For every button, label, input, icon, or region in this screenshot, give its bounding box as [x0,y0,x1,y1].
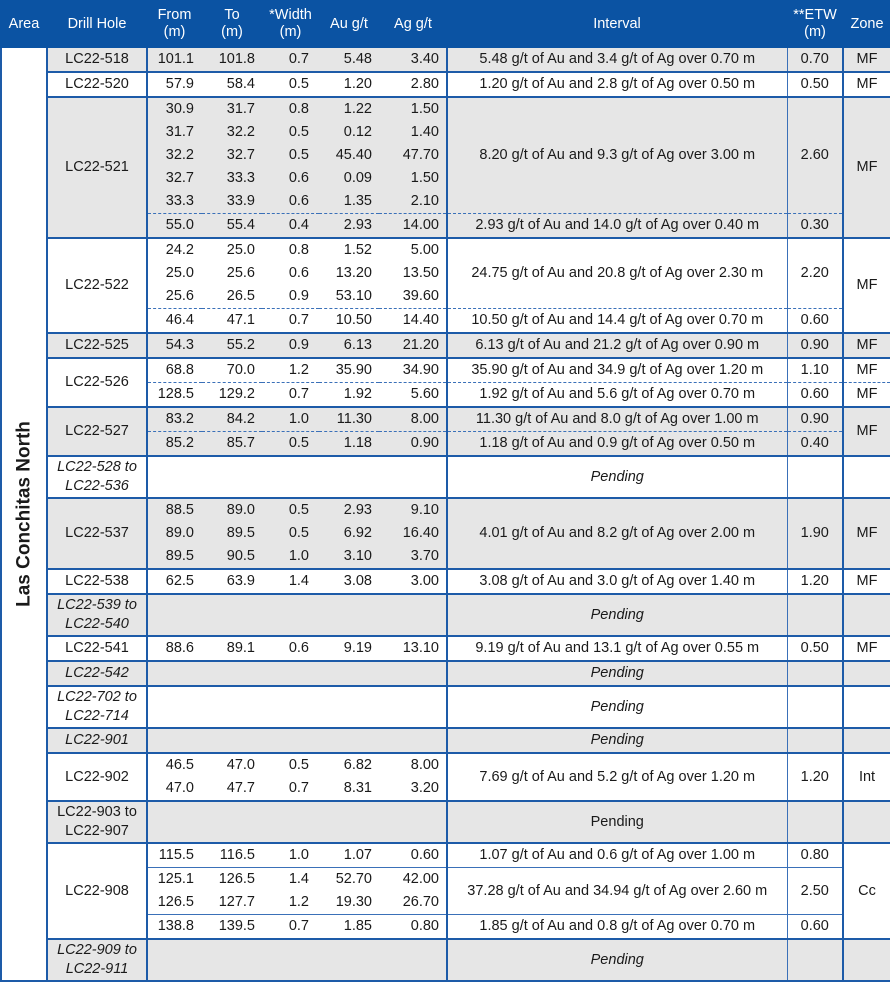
to-value: 90.5 [202,545,262,569]
table-row [1,636,890,661]
to-value: 129.2 [202,383,262,408]
etw-cell: 0.60 [787,383,843,408]
to-value: 139.5 [202,915,262,940]
width-value: 0.5 [262,144,319,167]
au-value: 6.13 [319,333,379,358]
ag-value: 3.40 [379,47,447,72]
ag-value: 9.10 [379,498,447,522]
from-value: 68.8 [147,358,202,383]
table-row [1,333,890,358]
zone-cell [843,939,890,981]
width-value: 0.6 [262,190,319,214]
drill-hole-cell: LC22-901 [47,728,147,753]
to-value: 25.0 [202,238,262,262]
interval-cell: 7.69 g/t of Au and 5.2 g/t of Ag over 1.20 m [447,753,787,801]
au-value: 52.70 [319,868,379,892]
zone-cell [843,661,890,686]
interval-cell: 3.08 g/t of Au and 3.0 g/t of Ag over 1.40 m [447,569,787,594]
from-value: 83.2 [147,407,202,432]
from-value: 32.7 [147,167,202,190]
header-etw-line1: **ETW [793,7,837,23]
from-value: 88.6 [147,636,202,661]
drill-hole-cell: LC22-537 [47,498,147,569]
ag-value: 2.80 [379,72,447,97]
to-value: 32.7 [202,144,262,167]
etw-cell: 0.60 [787,309,843,334]
au-value: 6.82 [319,753,379,777]
etw-cell: 0.90 [787,407,843,432]
au-value: 1.85 [319,915,379,940]
ag-value: 8.00 [379,407,447,432]
to-value: 58.4 [202,72,262,97]
header-width-unit: (m) [279,24,302,40]
etw-cell: 1.10 [787,358,843,383]
from-value: 46.4 [147,309,202,334]
width-value: 1.0 [262,407,319,432]
width-value: 1.0 [262,545,319,569]
zone-cell: MF [843,636,890,661]
width-value: 1.4 [262,569,319,594]
ag-value: 42.00 [379,868,447,892]
interval-cell: 1.92 g/t of Au and 5.6 g/t of Ag over 0.70 m [447,383,787,408]
from-value: 89.5 [147,545,202,569]
etw-cell: 0.70 [787,47,843,72]
interval-cell: 24.75 g/t of Au and 20.8 g/t of Ag over 2.30 m [447,238,787,309]
drill-hole-cell: LC22-522 [47,238,147,333]
sample-values-empty [147,661,447,686]
ag-value: 5.00 [379,238,447,262]
header-zone: Zone [843,1,890,47]
zone-cell: MF [843,72,890,97]
header-to [202,1,262,47]
header-width-line1: *Width [269,7,312,23]
from-value: 31.7 [147,121,202,144]
ag-value: 0.60 [379,843,447,868]
from-value: 24.2 [147,238,202,262]
etw-cell: 0.40 [787,432,843,457]
to-value: 55.4 [202,214,262,239]
au-value: 0.09 [319,167,379,190]
interval-cell: 1.18 g/t of Au and 0.9 g/t of Ag over 0.50 m [447,432,787,457]
to-value: 70.0 [202,358,262,383]
ag-value: 34.90 [379,358,447,383]
header-to-line1: To [224,7,240,23]
to-value: 33.3 [202,167,262,190]
to-value: 89.5 [202,522,262,545]
interval-cell: 9.19 g/t of Au and 13.1 g/t of Ag over 0.55 m [447,636,787,661]
au-value: 13.20 [335,265,372,281]
width-value: 0.5 [262,753,319,777]
from-value: 128.5 [147,383,202,408]
etw-cell: 0.80 [787,843,843,868]
drill-hole-cell: LC22-526 [47,358,147,407]
ag-value: 3.20 [410,780,439,796]
from-value: 33.3 [147,190,202,214]
etw-cell: 0.50 [787,636,843,661]
ag-value: 3.70 [379,545,447,569]
to-value: 33.9 [202,190,262,214]
header-width [262,1,319,47]
to-value: 31.7 [202,97,262,121]
drill-hole-cell [47,939,147,981]
width-value: 0.7 [262,915,319,940]
from-value: 101.1 [147,47,202,72]
etw-cell: 0.90 [787,333,843,358]
etw-cell: 1.20 [787,753,843,801]
to-value: 25.6 [226,265,255,281]
zone-cell [843,728,890,753]
width-value: 1.2 [262,358,319,383]
interval-cell: 37.28 g/t of Au and 34.94 g/t of Ag over 2.60 m [447,868,787,915]
ag-value: 3.00 [379,569,447,594]
etw-cell: 0.30 [787,214,843,239]
width-value: 0.8 [262,97,319,121]
drill-hole-range-end: LC22-540 [65,616,129,632]
from-value: 30.9 [147,97,202,121]
etw-cell: 2.20 [787,238,843,309]
ag-value: 13.50 [402,265,439,281]
etw-cell: 0.60 [787,915,843,940]
ag-value: 0.90 [379,432,447,457]
ag-value: 1.50 [379,97,447,121]
etw-cell [787,661,843,686]
from-value: 115.5 [147,843,202,868]
drill-hole-range-start: LC22-528 to [57,459,137,475]
width-value: 0.5 [262,121,319,144]
interval-cell: Pending [447,661,787,686]
interval-cell: 8.20 g/t of Au and 9.3 g/t of Ag over 3.00 m [447,97,787,214]
from-value: 32.2 [147,144,202,167]
ag-value: 0.80 [379,915,447,940]
from-value: 46.5 [147,753,202,777]
sample-values-empty [147,686,447,728]
width-value: 0.8 [262,238,319,262]
ag-value: 16.40 [379,522,447,545]
width-value: 1.2 [288,894,309,910]
header-drill-hole: Drill Hole [47,1,147,47]
from-value: 89.0 [147,522,202,545]
zone-cell: MF [843,97,890,238]
au-value: 1.07 [319,843,379,868]
drill-hole-range-end: LC22-907 [65,823,129,839]
to-value: 26.5 [226,288,255,304]
table-row [1,939,890,981]
au-value: 2.93 [319,498,379,522]
interval-cell: 5.48 g/t of Au and 3.4 g/t of Ag over 0.70 m [447,47,787,72]
drill-hole-cell: LC22-902 [47,753,147,801]
etw-cell [787,456,843,498]
zone-cell [843,594,890,636]
ag-value: 26.70 [402,894,439,910]
drill-hole-range-start: LC22-539 to [57,597,137,613]
sample-values-empty [147,594,447,636]
interval-cell: Pending [447,594,787,636]
zone-cell: MF [843,333,890,358]
width-value: 0.5 [262,498,319,522]
width-value: 0.6 [288,265,309,281]
header-etw-unit: (m) [804,24,826,40]
drill-hole-range-end: LC22-714 [65,708,129,724]
header-from [147,1,202,47]
ag-value: 39.60 [402,288,439,304]
table-row [1,753,890,777]
table-row [1,358,890,383]
width-value: 0.5 [262,72,319,97]
drill-hole-cell: LC22-527 [47,407,147,456]
width-value: 0.7 [262,47,319,72]
drill-hole-range-start: LC22-702 to [57,689,137,705]
to-value: 116.5 [202,843,262,868]
drill-hole-cell [47,801,147,843]
drill-hole-cell [47,456,147,498]
interval-cell: 6.13 g/t of Au and 21.2 g/t of Ag over 0.90 m [447,333,787,358]
drill-hole-cell: LC22-518 [47,47,147,72]
ag-value: 5.60 [379,383,447,408]
to-value: 127.7 [218,894,255,910]
to-value: 47.7 [226,780,255,796]
zone-cell: Cc [843,843,890,939]
from-value: 25.6 [165,288,194,304]
width-value: 0.9 [288,288,309,304]
ag-value: 14.40 [379,309,447,334]
drill-hole-cell: LC22-538 [47,569,147,594]
au-value: 10.50 [319,309,379,334]
width-value: 1.0 [262,843,319,868]
drill-hole-cell [47,594,147,636]
etw-cell: 0.50 [787,72,843,97]
etw-cell [787,801,843,843]
from-value: 47.0 [165,780,194,796]
drill-hole-range-end: LC22-536 [65,478,129,494]
au-value: 45.40 [319,144,379,167]
etw-cell: 1.90 [787,498,843,569]
table-row [1,686,890,728]
sample-values-empty [147,728,447,753]
au-value: 0.12 [319,121,379,144]
drill-hole-range-end: LC22-911 [65,961,129,977]
area-cell [1,47,47,981]
zone-cell [843,686,890,728]
header-row [1,1,890,47]
table-row [1,97,890,121]
ag-value: 13.10 [379,636,447,661]
to-value: 32.2 [202,121,262,144]
from-value: 125.1 [147,868,202,892]
drill-hole-cell [47,686,147,728]
zone-cell: MF [843,407,890,456]
au-value: 11.30 [319,407,379,432]
from-value: 54.3 [147,333,202,358]
au-value: 1.22 [319,97,379,121]
au-value: 9.19 [319,636,379,661]
width-value: 0.6 [262,167,319,190]
ag-value: 47.70 [379,144,447,167]
width-value: 0.7 [288,780,309,796]
etw-cell: 2.50 [787,868,843,915]
table-row [1,72,890,97]
etw-cell [787,686,843,728]
zone-cell [843,456,890,498]
interval-cell: Pending [447,939,787,981]
zone-cell: Int [843,753,890,801]
table-row [1,801,890,843]
sample-values-empty [147,456,447,498]
interval-cell: Pending [447,728,787,753]
area-label: Las Conchitas North [13,421,35,607]
interval-cell: 1.85 g/t of Au and 0.8 g/t of Ag over 0.70 m [447,915,787,940]
ag-value: 1.40 [379,121,447,144]
etw-cell: 2.60 [787,97,843,214]
au-value: 1.20 [319,72,379,97]
width-value: 0.4 [262,214,319,239]
au-value: 6.92 [319,522,379,545]
drill-hole-range-start: LC22-903 to [57,804,137,820]
width-value: 1.4 [262,868,319,892]
au-value: 1.18 [319,432,379,457]
to-value: 101.8 [202,47,262,72]
to-value: 47.1 [202,309,262,334]
drill-hole-cell: LC22-541 [47,636,147,661]
sample-values-empty [147,801,447,843]
interval-cell: 2.93 g/t of Au and 14.0 g/t of Ag over 0.40 m [447,214,787,239]
from-value: 138.8 [147,915,202,940]
interval-cell: 35.90 g/t of Au and 34.9 g/t of Ag over 1.20 m [447,358,787,383]
etw-cell [787,939,843,981]
interval-cell: 1.07 g/t of Au and 0.6 g/t of Ag over 1.00 m [447,843,787,868]
ag-value: 1.50 [379,167,447,190]
header-au: Au g/t [319,1,379,47]
drill-hole-cell: LC22-520 [47,72,147,97]
au-value: 1.52 [319,238,379,262]
drill-hole-cell: LC22-521 [47,97,147,238]
to-value: 85.7 [202,432,262,457]
interval-cell: 1.20 g/t of Au and 2.8 g/t of Ag over 0.50 m [447,72,787,97]
width-value: 0.6 [262,636,319,661]
ag-value: 2.10 [379,190,447,214]
drill-hole-cell: LC22-542 [47,661,147,686]
zone-cell: MF [843,498,890,569]
table-row [1,407,890,432]
interval-cell: Pending [447,456,787,498]
table-row [1,238,890,262]
etw-cell: 1.20 [787,569,843,594]
to-value: 63.9 [202,569,262,594]
to-value: 55.2 [202,333,262,358]
etw-cell [787,594,843,636]
zone-cell: MF [843,238,890,333]
interval-cell: 4.01 g/t of Au and 8.2 g/t of Ag over 2.00 m [447,498,787,569]
au-value: 35.90 [319,358,379,383]
drill-hole-range-start: LC22-909 to [57,942,137,958]
width-value: 0.7 [262,309,319,334]
from-value: 55.0 [147,214,202,239]
from-value: 85.2 [147,432,202,457]
width-value: 0.5 [262,522,319,545]
zone-cell: MF [843,47,890,72]
from-value: 57.9 [147,72,202,97]
drill-hole-cell: LC22-525 [47,333,147,358]
au-value: 5.48 [319,47,379,72]
table-row [1,661,890,686]
header-etw [787,1,843,47]
zone-cell [843,801,890,843]
to-value: 89.1 [202,636,262,661]
au-value: 1.92 [319,383,379,408]
to-value: 47.0 [202,753,262,777]
zone-cell: MF [843,569,890,594]
interval-cell: 11.30 g/t of Au and 8.0 g/t of Ag over 1.00 m [447,407,787,432]
drill-hole-cell: LC22-908 [47,843,147,939]
to-value: 84.2 [202,407,262,432]
etw-cell [787,728,843,753]
from-value: 126.5 [157,894,194,910]
table-row [1,594,890,636]
from-value: 88.5 [147,498,202,522]
header-from-unit: (m) [163,24,186,40]
width-value: 0.9 [262,333,319,358]
interval-cell: 10.50 g/t of Au and 14.4 g/t of Ag over 0.70 m [447,309,787,334]
zone-cell: MF [843,358,890,383]
au-value: 53.10 [335,288,372,304]
header-from-line1: From [157,7,192,23]
au-value: 3.08 [319,569,379,594]
to-value: 126.5 [202,868,262,892]
width-value: 0.7 [262,383,319,408]
header-to-unit: (m) [221,24,243,40]
header-ag: Ag g/t [379,1,447,47]
width-value: 0.5 [262,432,319,457]
table-row [1,498,890,522]
au-value: 2.93 [319,214,379,239]
sample-values-empty [147,939,447,981]
from-value: 25.0 [165,265,194,281]
interval-cell: Pending [447,801,787,843]
au-value: 3.10 [319,545,379,569]
au-value: 8.31 [343,780,372,796]
au-value: 19.30 [335,894,372,910]
from-value: 62.5 [147,569,202,594]
to-value: 89.0 [202,498,262,522]
header-interval: Interval [447,1,787,47]
zone-cell: MF [843,383,890,408]
table-row [1,843,890,868]
ag-value: 14.00 [379,214,447,239]
interval-cell: Pending [447,686,787,728]
table-row [1,456,890,498]
table-body [1,47,890,981]
table-row [1,728,890,753]
table-row [1,47,890,72]
header-area: Area [1,1,47,47]
au-value: 1.35 [319,190,379,214]
table-row [1,569,890,594]
ag-value: 8.00 [379,753,447,777]
ag-value: 21.20 [379,333,447,358]
